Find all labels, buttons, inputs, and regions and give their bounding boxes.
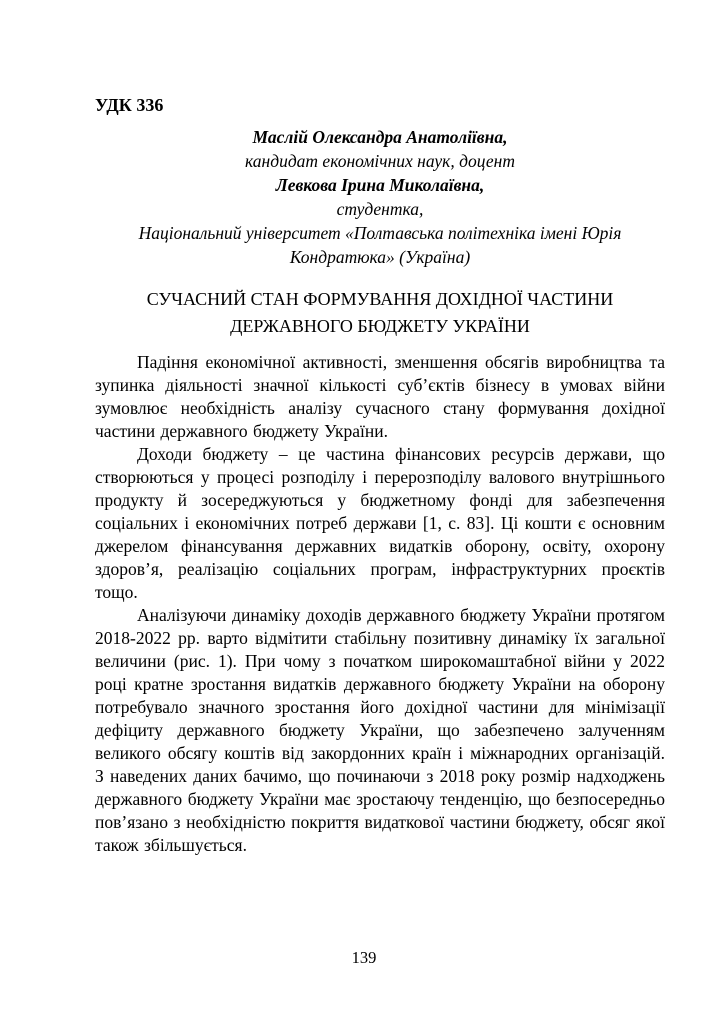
- author-name: Маслій Олександра Анатоліївна,: [252, 127, 508, 147]
- paragraph: Падіння економічної активності, зменшення обсягів виробництва та зупинка діяльності значної кількості суб’єктів бізнесу в умовах війни зумовлює необхідність аналізу сучасного стану формування дохідної частини державного бюджету України.: [95, 352, 665, 441]
- authors-block: [95, 125, 665, 269]
- author-name: Левкова Ірина Миколаївна,: [275, 175, 485, 195]
- affiliation: Національний університет «Полтавська політехніка імені Юрія Кондратюка» (Україна): [138, 223, 622, 267]
- udk-label: УДК 336: [95, 95, 164, 115]
- paragraph: Аналізуючи динаміку доходів державного бюджету України протягом 2018-2022 рр. варто відмітити стабільну позитивну динаміку їх загальної величини (рис. 1). При чому з початком широкомаштабної війни у 2022 році кратне зростання видатків державного бюджету України на оборону потребувало значного зростання його дохідної частини для мінімізації дефіциту державного бюджету України, що забезпечено залученням великого обсягу коштів від закордонних країн і міжнародних організацій. З наведених даних бачимо, що починаючи з 2018 року розмір надходжень державного бюджету України має зростаючу тенденцію, що безпосередньо пов’язано з необхідністю покриття видаткової частини бюджету, обсяг якої також збільшується.: [95, 605, 665, 855]
- page-number: 139: [351, 948, 377, 967]
- author-role: студентка,: [336, 199, 424, 219]
- author-role: кандидат економічних наук, доцент: [245, 151, 515, 171]
- article-title: СУЧАСНИЙ СТАН ФОРМУВАННЯ ДОХІДНОЇ ЧАСТИНИ ДЕРЖАВНОГО БЮДЖЕТУ УКРАЇНИ: [146, 289, 614, 336]
- article-body: [95, 351, 665, 857]
- paragraph: Доходи бюджету – це частина фінансових ресурсів держави, що створюються у процесі розподілу і перерозподілу валового внутрішнього продукту й зосереджуються у бюджетному фонді для забезпечення соціальних і економічних потреб держави [1, с. 83]. Ці кошти є основним джерелом фінансування державних видатків оборону, освіту, охорону здоров’я, реалізацію соціальних програм, інфраструктурних проєктів тощо.: [95, 444, 665, 602]
